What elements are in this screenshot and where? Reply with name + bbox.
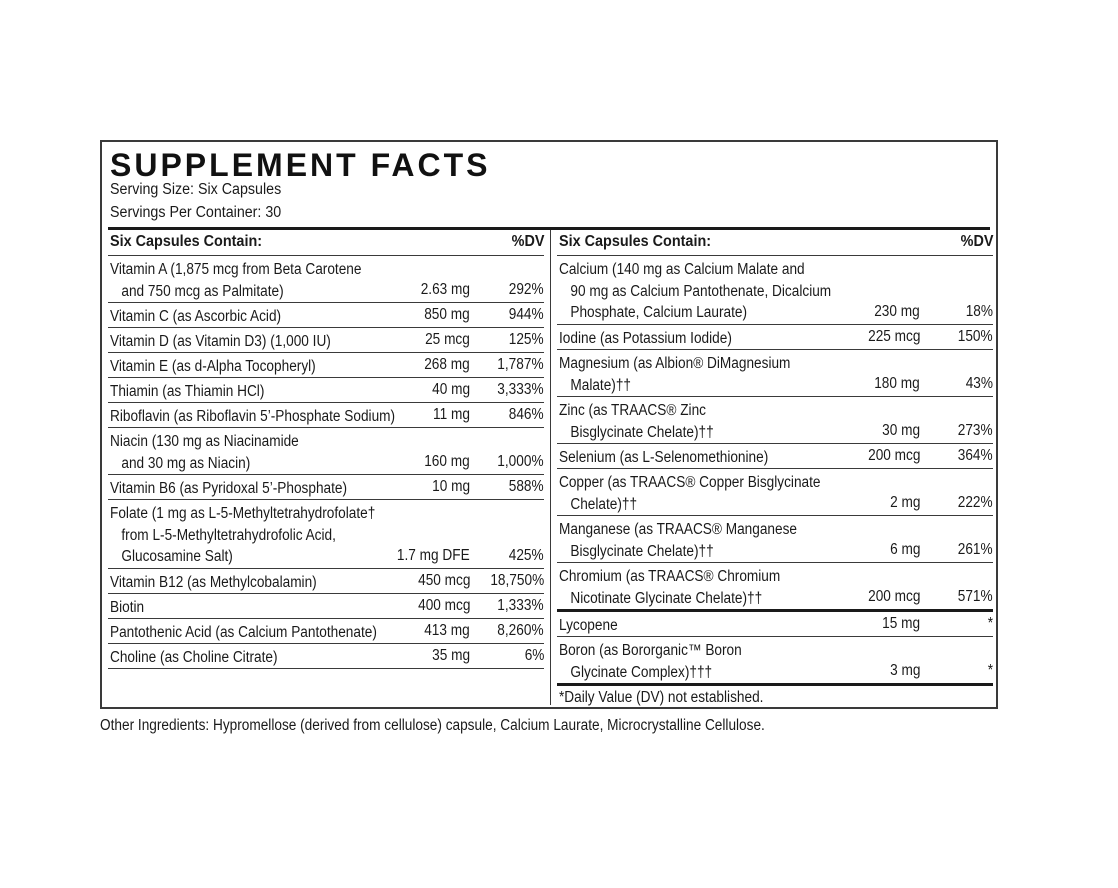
- nutrient-row: [108, 500, 544, 569]
- nutrient-dv: 364%: [958, 447, 993, 464]
- nutrient-dv: 571%: [958, 588, 993, 605]
- nutrient-row: [557, 444, 993, 469]
- nutrient-name: Biotin: [110, 599, 145, 616]
- nutrient-amount: 400 mcg: [417, 597, 470, 614]
- other-ingredients: Other Ingredients: Hypromellose (derived from cellulose) capsule, Calcium Laurate, Microcrystalline Cellulose.: [100, 717, 765, 734]
- nutrient-row: [108, 403, 544, 428]
- left-column-header: [108, 230, 544, 256]
- nutrient-amount: 850 mg: [424, 306, 470, 323]
- nutrient-name: Vitamin B12 (as Methylcobalamin): [110, 574, 317, 591]
- nutrient-amount: 180 mg: [874, 375, 920, 392]
- nutrient-amount: 1.7 mg DFE: [397, 547, 470, 564]
- nutrient-name: Magnesium (as Albion® DiMagnesium Malate)††: [559, 355, 791, 394]
- nutrient-row: [108, 378, 544, 403]
- column-header-dv: %DV: [511, 233, 544, 250]
- nutrient-name: Vitamin A (1,875 mcg from Beta Carotene and 750 mcg as Palmitate): [110, 261, 362, 300]
- nutrient-row: [108, 644, 544, 669]
- nutrient-row: [108, 475, 544, 500]
- nutrient-dv: 1,000%: [497, 453, 544, 470]
- nutrient-row: [557, 563, 993, 609]
- nutrient-amount: 30 mg: [882, 422, 920, 439]
- nutrient-row: [108, 303, 544, 328]
- nutrient-amount: 200 mcg: [867, 588, 920, 605]
- nutrient-dv: 1,787%: [497, 356, 544, 373]
- nutrient-amount: 11 mg: [433, 406, 470, 423]
- nutrient-row: [108, 569, 544, 594]
- nutrient-dv: 18%: [965, 303, 993, 320]
- nutrient-row: [557, 256, 993, 325]
- footnote-text: *Daily Value (DV) not established.: [559, 689, 764, 706]
- dv-footnote: [557, 686, 993, 706]
- nutrient-amount: 413 mg: [424, 622, 470, 639]
- nutrient-dv: *: [987, 615, 993, 632]
- column-divider: [550, 230, 551, 705]
- nutrient-amount: 225 mcg: [867, 328, 920, 345]
- nutrient-dv: 1,333%: [497, 597, 544, 614]
- nutrient-row: [108, 594, 544, 619]
- nutrient-amount: 6 mg: [889, 541, 920, 558]
- nutrient-row: [557, 612, 993, 637]
- nutrient-dv: 588%: [509, 478, 544, 495]
- nutrient-name: Niacin (130 mg as Niacinamide and 30 mg as Niacin): [110, 433, 299, 472]
- nutrient-name: Zinc (as TRAACS® Zinc Bisglycinate Chelate)††: [559, 402, 714, 441]
- nutrient-dv: 125%: [509, 331, 544, 348]
- nutrient-row: [108, 256, 544, 303]
- nutrient-dv: 3,333%: [497, 381, 544, 398]
- column-header-dv: %DV: [960, 233, 993, 250]
- nutrient-row: [557, 469, 993, 516]
- nutrient-name: Vitamin E (as d-Alpha Tocopheryl): [110, 358, 316, 375]
- nutrient-name: Lycopene: [559, 617, 618, 634]
- nutrient-amount: 230 mg: [874, 303, 920, 320]
- nutrient-name: Riboflavin (as Riboflavin 5’-Phosphate Sodium): [110, 408, 396, 425]
- nutrient-amount: 2.63 mg: [420, 281, 470, 298]
- nutrient-name: Copper (as TRAACS® Copper Bisglycinate Chelate)††: [559, 474, 821, 513]
- nutrient-dv: 425%: [509, 547, 544, 564]
- nutrient-amount: 200 mcg: [867, 447, 920, 464]
- nutrient-name: Vitamin D (as Vitamin D3) (1,000 IU): [110, 333, 331, 350]
- nutrient-name: Vitamin B6 (as Pyridoxal 5’-Phosphate): [110, 480, 348, 497]
- supplement-facts-panel: [100, 140, 998, 709]
- nutrient-name: Folate (1 mg as L-5-Methyltetrahydrofolate† from L-5-Methyltetrahydrofolic Acid, Glucosamine Salt): [110, 505, 376, 565]
- nutrient-row: [557, 350, 993, 397]
- nutrient-dv: 6%: [524, 647, 544, 664]
- nutrient-row: [557, 516, 993, 563]
- nutrient-name: Pantothenic Acid (as Calcium Pantothenate): [110, 624, 377, 641]
- nutrient-name: Chromium (as TRAACS® Chromium Nicotinate Glycinate Chelate)††: [559, 568, 781, 607]
- nutrient-dv: 944%: [509, 306, 544, 323]
- nutrient-dv: 18,750%: [490, 572, 544, 589]
- nutrient-dv: 261%: [958, 541, 993, 558]
- nutrient-row: [108, 353, 544, 378]
- nutrient-amount: 450 mcg: [417, 572, 470, 589]
- nutrient-row: [557, 325, 993, 350]
- nutrient-name: Choline (as Choline Citrate): [110, 649, 278, 666]
- nutrient-amount: 40 mg: [432, 381, 470, 398]
- nutrient-name: Selenium (as L-Selenomethionine): [559, 449, 769, 466]
- nutrient-name: Thiamin (as Thiamin HCl): [110, 383, 265, 400]
- nutrient-dv: *: [987, 662, 993, 679]
- nutrient-name: Manganese (as TRAACS® Manganese Bisglycinate Chelate)††: [559, 521, 798, 560]
- right-column: [557, 230, 993, 706]
- nutrient-dv: 222%: [958, 494, 993, 511]
- left-column: [108, 230, 544, 669]
- nutrient-row: [557, 397, 993, 444]
- nutrient-amount: 160 mg: [424, 453, 470, 470]
- nutrient-dv: 43%: [965, 375, 993, 392]
- panel-title: SUPPLEMENT FACTS: [110, 147, 491, 183]
- nutrient-dv: 846%: [509, 406, 544, 423]
- nutrient-row: [108, 619, 544, 644]
- nutrient-amount: 10 mg: [432, 478, 470, 495]
- nutrient-amount: 2 mg: [889, 494, 920, 511]
- nutrient-dv: 150%: [958, 328, 993, 345]
- nutrient-amount: 25 mcg: [425, 331, 470, 348]
- serving-size: Serving Size: Six Capsules: [110, 181, 282, 198]
- nutrient-name: Boron (as Bororganic™ Boron Glycinate Complex)†††: [559, 642, 742, 681]
- nutrient-name: Vitamin C (as Ascorbic Acid): [110, 308, 282, 325]
- nutrient-amount: 268 mg: [424, 356, 470, 373]
- column-header-label: Six Capsules Contain:: [559, 233, 712, 250]
- nutrient-name: Iodine (as Potassium Iodide): [559, 330, 732, 347]
- nutrient-amount: 35 mg: [432, 647, 470, 664]
- nutrient-row: [557, 637, 993, 683]
- right-column-header: [557, 230, 993, 256]
- nutrient-row: [108, 428, 544, 475]
- nutrient-dv: 273%: [958, 422, 993, 439]
- nutrient-name: Calcium (140 mg as Calcium Malate and 90 mg as Calcium Pantothenate, Dicalcium Phosphate, Calcium Laurate): [559, 261, 832, 321]
- nutrient-amount: 15 mg: [882, 615, 920, 632]
- nutrient-row: [108, 328, 544, 353]
- column-header-label: Six Capsules Contain:: [110, 233, 263, 250]
- nutrient-dv: 292%: [509, 281, 544, 298]
- servings-per-container: Servings Per Container: 30: [110, 204, 282, 221]
- nutrient-dv: 8,260%: [497, 622, 544, 639]
- nutrient-amount: 3 mg: [889, 662, 920, 679]
